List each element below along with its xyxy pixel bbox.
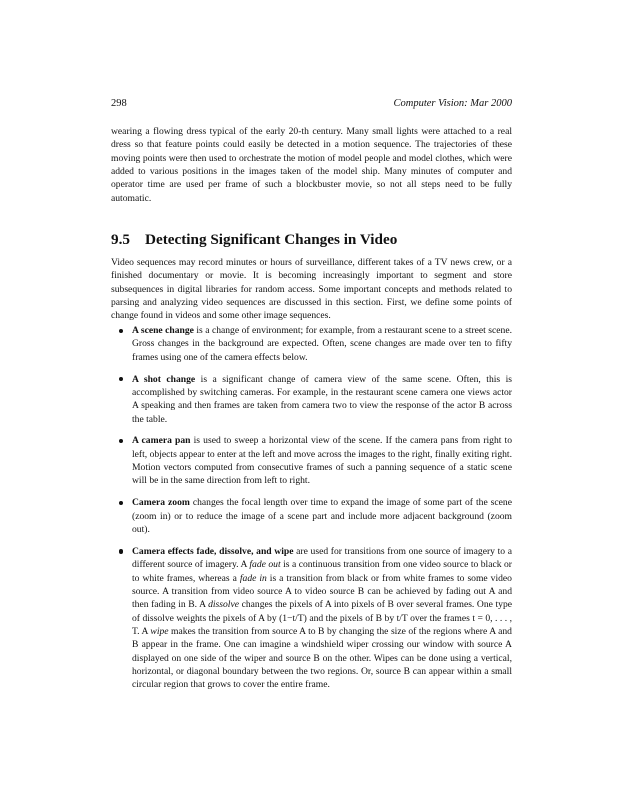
bullet-text: changes the focal length over time to expand the image of some part of the scene (zoom in) or to reduce the image of a scene part and include more adjacent background (zoom out). [132, 497, 512, 535]
list-item [111, 496, 512, 536]
section-heading [111, 231, 512, 249]
bullet-icon [119, 501, 123, 505]
bullet-term: Camera zoom [132, 497, 190, 509]
intro-paragraph: wearing a flowing dress typical of the early 20-th century. Many small lights were attached to a real dress so that feature points could easily be detected in a motion sequence. The trajectories of these moving points were then used to orchestrate the motion of model people and model clothes, which were added to various positions in the images taken of the model ship. Many minutes of computer and operator time are used per frame of such a blockbuster movie, so not all steps need to be fully automatic. [111, 126, 512, 204]
bullet-icon [119, 439, 123, 443]
section-paragraph-block [111, 256, 512, 323]
bullet-icon [119, 377, 123, 381]
bullet-icon [119, 329, 123, 333]
bullet-term: Camera effects fade, dissolve, and wipe [132, 545, 294, 557]
bullet-text: is a transition from black or from white frames to some video source. A transition from video source A to video source B can be achieved by fading out A and then fading in B. A [132, 572, 512, 611]
bullet-text: are used for transitions from one source of imagery to a different source of imagery. A [132, 545, 512, 571]
bullet-term: A shot change [132, 373, 196, 385]
bullet-list [111, 324, 512, 700]
bullet-emphasis: fade in [239, 572, 267, 584]
bullet-text: is a continuous transition from one video source to black or to white frames, whereas a [132, 559, 513, 584]
section-number: 9.5 [111, 231, 130, 248]
bullet-text: is a significant change of camera view of the same scene. Often, this is accomplished by switching cameras. For example, in the restaurant scene camera one views actor A speaking and then frames are taken from camera two to view the response of the actor B across the table. [132, 373, 513, 425]
list-item [111, 324, 512, 364]
intro-paragraph-block [111, 125, 512, 205]
list-item [111, 434, 512, 487]
bullet-icon [119, 549, 123, 553]
page-number: 298 [111, 98, 127, 109]
bullet-term: A camera pan [132, 435, 191, 447]
running-title: Computer Vision: Mar 2000 [393, 98, 512, 109]
bullet-emphasis: dissolve [208, 599, 239, 611]
bullet-text: is a change of environment; for example, from a restaurant scene to a street scene. Gross changes in the background are expected. Often, scene changes are made over ten to fifty frames using one of the camera effects below. [132, 325, 512, 363]
section-paragraph: Video sequences may record minutes or hours of surveillance, different takes of a TV news crew, or a finished documentary or movie. It is becoming increasingly important to segment and store subsequences in digital libraries for random access. Some important concepts and methods related to parsing and analyzing video sequences are discussed in this section. First, we define some points of change found in videos and some other image sequences. [111, 257, 512, 322]
bullet-text: makes the transition from source A to B by changing the size of the regions where A and B appear in the frame. One can imagine a windshield wiper crossing our window with source A displayed on one side of the wiper and source B on the other. Wipes can be done using a vertical, horizontal, or diagonal boundary between the two regions. Or, source B can appear within a small circular region that grows to cover the entire frame. [132, 625, 512, 691]
bullet-emphasis: fade out [249, 559, 281, 571]
bullet-text: changes the pixels of A into pixels of B over several frames. One type of dissolve weights the pixels of A by (1−t/T) and the pixels of B by t/T over the frames t = 0, . . . , T. A [132, 599, 512, 637]
list-item [111, 373, 512, 426]
list-item [111, 545, 512, 692]
bullet-term: A scene change [132, 325, 194, 336]
bullet-emphasis: wipe [150, 625, 169, 637]
section-title: Detecting Significant Changes in Video [145, 231, 398, 248]
bullet-text: is used to sweep a horizontal view of the scene. If the camera pans from right to left, objects appear to enter at the left and move across the images to the right, finally exiting right. Motion vectors computed from consecutive frames of such a panning sequence of a static scene will be in the same direction from left to right. [132, 435, 512, 487]
